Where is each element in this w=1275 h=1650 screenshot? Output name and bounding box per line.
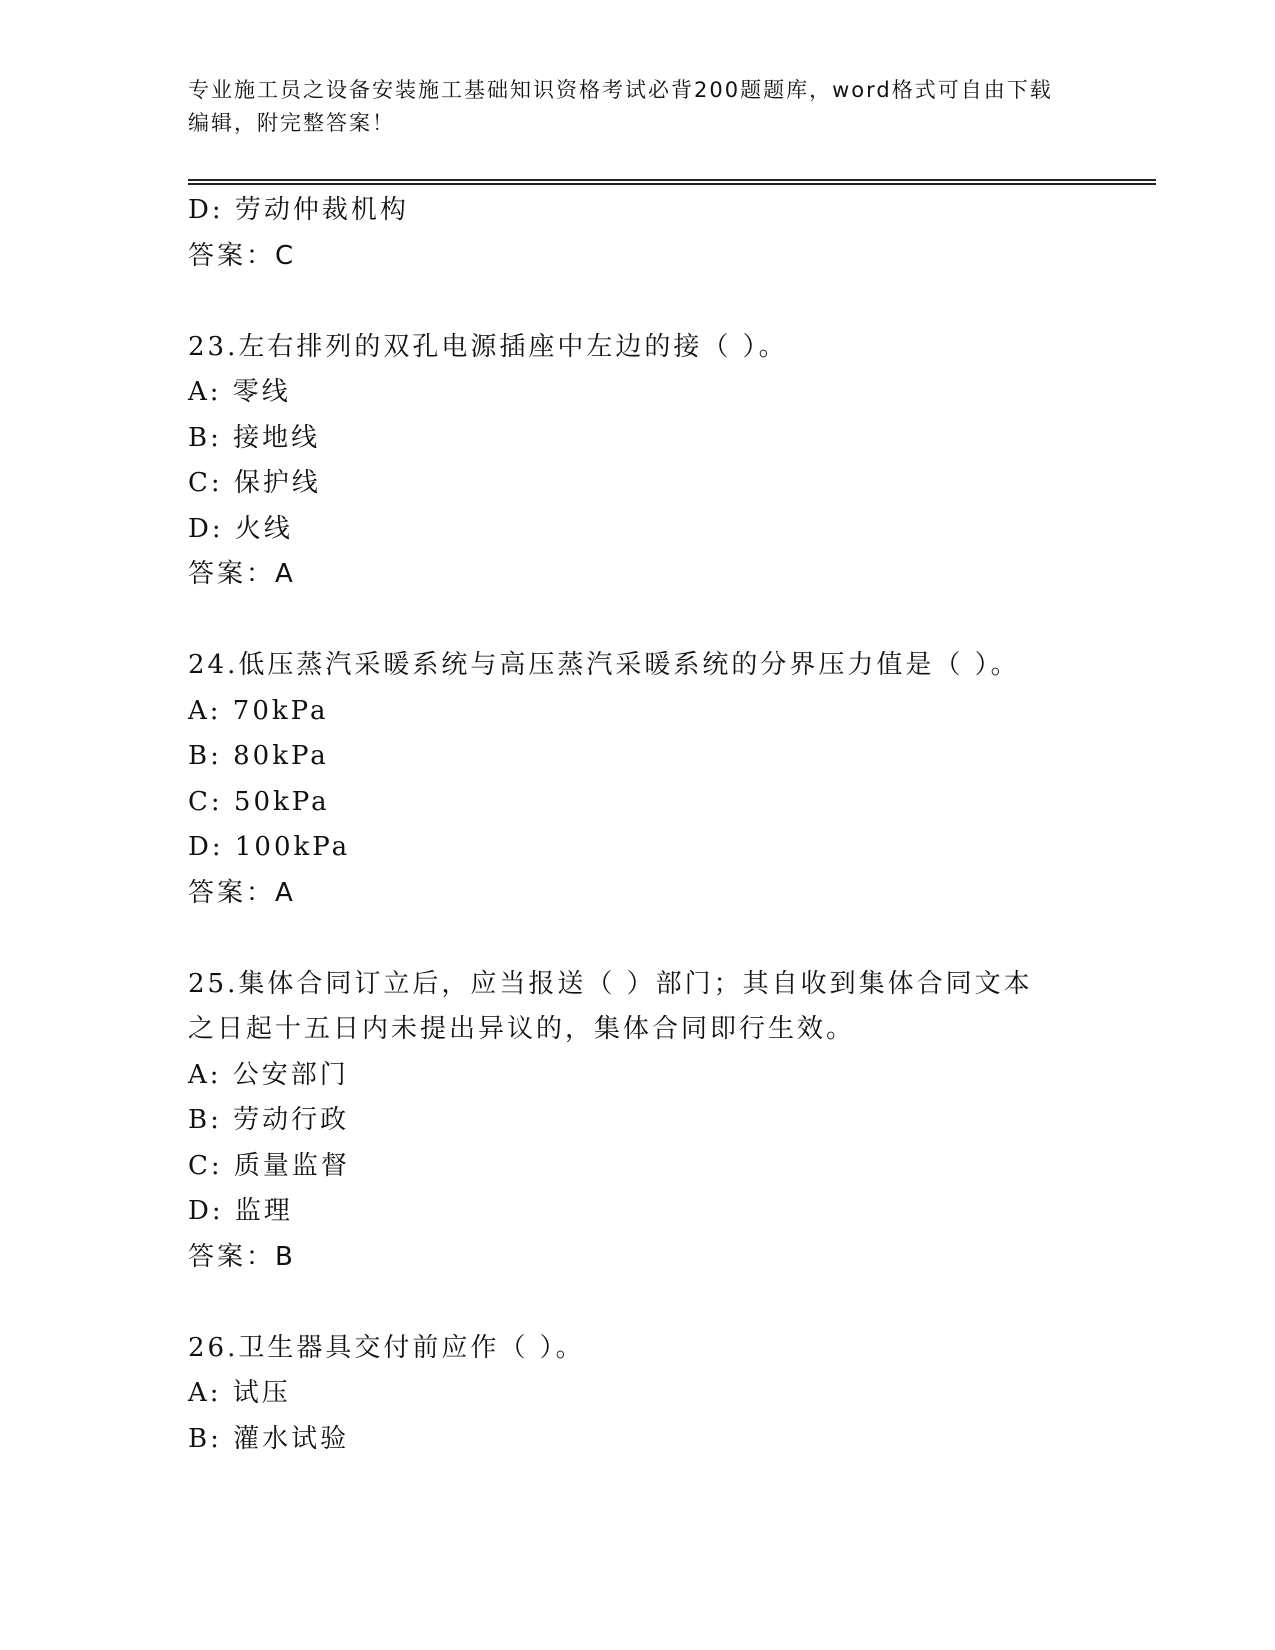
option-a: A: 70kPa xyxy=(188,695,329,726)
option-d: D: 劳动仲裁机构 xyxy=(188,195,409,225)
answer: 答案：A xyxy=(188,877,296,908)
question-26 xyxy=(188,1326,1088,1463)
option-b: B: 80kPa xyxy=(188,741,329,771)
option-c: C: 50kPa xyxy=(188,786,330,817)
option-a: A: 零线 xyxy=(188,377,291,407)
option-d: D: 火线 xyxy=(188,513,293,544)
option-c: C: 保护线 xyxy=(188,468,321,498)
document-header: 专业施工员之设备安装施工基础知识资格考试必背200题题库，word格式可自由下载编辑，附完整答案！ xyxy=(188,78,1053,135)
answer: 答案：A xyxy=(188,559,296,589)
header-rule-top xyxy=(188,179,1156,181)
option-b: B: 灌水试验 xyxy=(188,1423,350,1454)
answer: 答案：C xyxy=(188,240,297,271)
option-b: B: 接地线 xyxy=(188,422,321,453)
question-stem: 23.左右排列的双孔电源插座中左边的接（ ）。 xyxy=(188,331,788,362)
header-rule-bottom xyxy=(188,183,1156,185)
question-24 xyxy=(188,643,1088,916)
question-22-tail xyxy=(188,188,1088,279)
option-a: A: 试压 xyxy=(188,1378,291,1408)
question-stem: 25.集体合同订立后，应当报送（ ）部门；其自收到集体合同文本之日起十五日内未提出异议的，集体合同即行生效。 xyxy=(188,968,1033,1044)
option-c: C: 质量监督 xyxy=(188,1150,350,1181)
question-25 xyxy=(188,962,1088,1281)
option-d: D: 100kPa xyxy=(188,832,351,862)
option-d: D: 监理 xyxy=(188,1196,293,1226)
question-23 xyxy=(188,325,1088,598)
option-a: A: 公安部门 xyxy=(188,1059,349,1090)
option-b: B: 劳动行政 xyxy=(188,1105,350,1135)
question-list xyxy=(188,188,1088,1462)
question-stem: 24.低压蒸汽采暖系统与高压蒸汽采暖系统的分界压力值是（ ）。 xyxy=(188,650,1020,680)
question-stem: 26.卫生器具交付前应作（ ）。 xyxy=(188,1332,585,1363)
answer: 答案：B xyxy=(188,1241,296,1272)
